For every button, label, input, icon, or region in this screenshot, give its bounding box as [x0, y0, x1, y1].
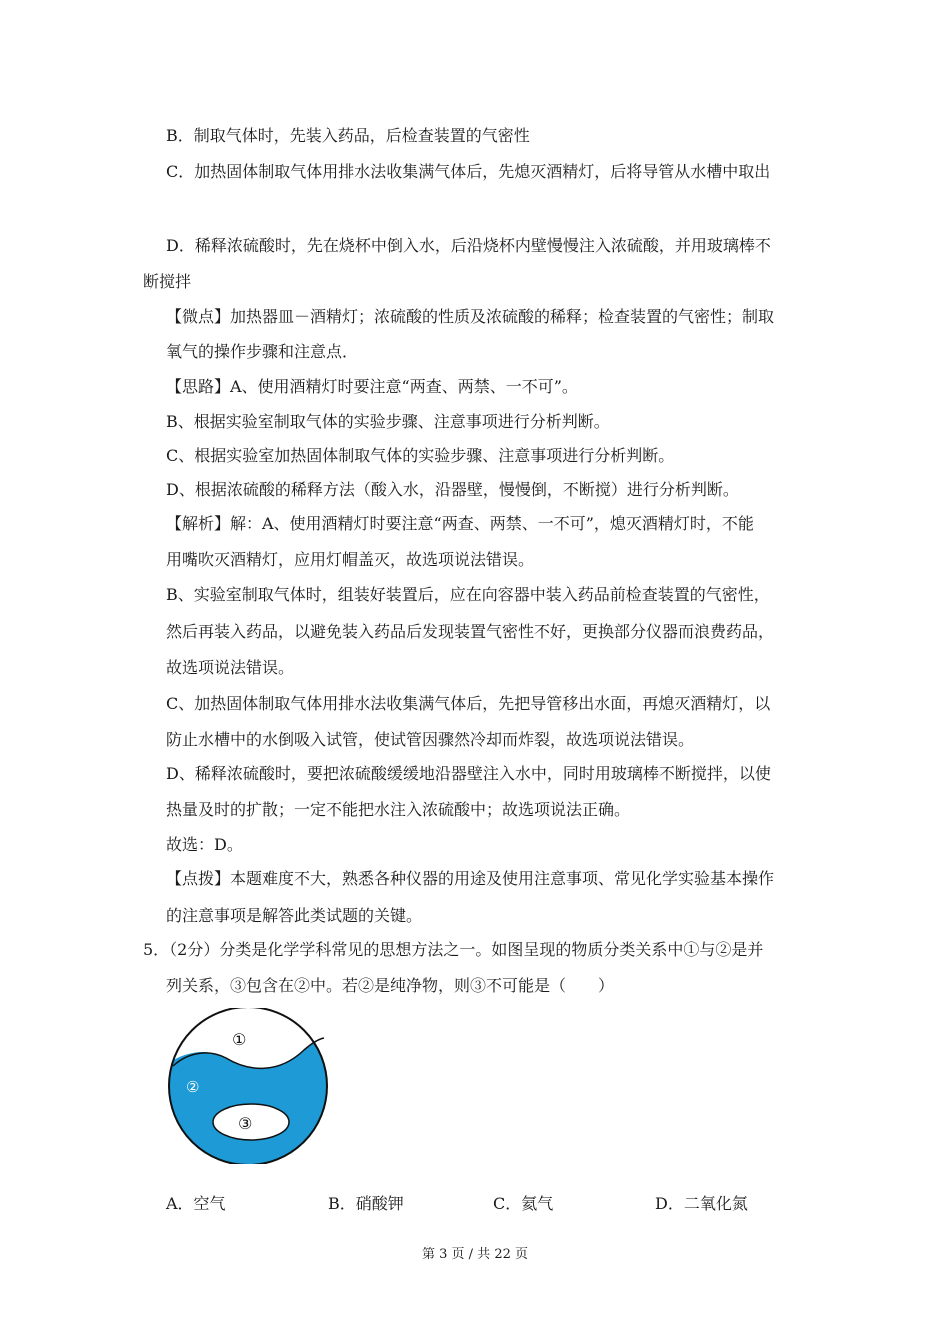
- classification-diagram: [164, 1008, 332, 1164]
- approach-line3: C、根据实验室加热固体制取气体的实验步骤、注意事项进行分析判断。: [166, 446, 675, 465]
- option-c: C．氦气: [493, 1194, 554, 1213]
- analysis-line6: C、加热固体制取气体用排水法收集满气体后，先把导管移出水面，再熄灭酒精灯，以: [166, 694, 771, 713]
- tip-line2: 的注意事项是解答此类试题的关键。: [166, 906, 423, 925]
- analysis-line8: D、稀释浓硫酸时，要把浓硫酸缓缓地沿器壁注入水中，同时用玻璃棒不断搅拌，以使: [166, 764, 771, 783]
- approach-line4: D、根据浓硫酸的稀释方法（酸入水，沿器壁，慢慢倒，不断搅）进行分析判断。: [166, 480, 739, 499]
- option-b: B．硝酸钾: [328, 1194, 404, 1213]
- knowledge-point-line2: 氧气的操作步骤和注意点．: [166, 342, 359, 361]
- question5-line2: 列关系，③包含在②中。若②是纯净物，则③不可能是（ ）: [166, 976, 615, 995]
- knowledge-point-line1: 【微点】加热器皿－酒精灯；浓硫酸的性质及浓硫酸的稀释；检查装置的气密性；制取: [166, 307, 775, 326]
- option-d-text-line1: D．稀释浓硫酸时，先在烧杯中倒入水，后沿烧杯内壁慢慢注入浓硫酸，并用玻璃棒不: [166, 236, 771, 255]
- option-b-text: B．制取气体时，先装入药品，后检查装置的气密性: [166, 126, 530, 145]
- page-footer: 第 3 页 / 共 22 页: [422, 1247, 528, 1262]
- answer-line: 故选：D。: [166, 835, 243, 854]
- option-c-text: C．加热固体制取气体用排水法收集满气体后，先熄灭酒精灯，后将导管从水槽中取出: [166, 162, 771, 181]
- label-region-2: ②: [186, 1078, 200, 1096]
- analysis-line1: 【解析】解：A、使用酒精灯时要注意“两查、两禁、一不可”，熄灭酒精灯时，不能: [166, 514, 754, 533]
- option-d-text-line2: 断搅拌: [143, 272, 192, 291]
- option-d: D．二氧化氮: [655, 1194, 748, 1213]
- approach-line1: 【思路】A、使用酒精灯时要注意“两查、两禁、一不可”。: [166, 377, 578, 396]
- analysis-line4: 然后再装入药品，以避免装入药品后发现装置气密性不好，更换部分仪器而浪费药品，: [166, 622, 775, 641]
- analysis-line9: 热量及时的扩散；一定不能把水注入浓硫酸中；故选项说法正确。: [166, 800, 631, 819]
- option-a: A．空气: [166, 1194, 226, 1213]
- analysis-line3: B、实验室制取气体时，组装好装置后，应在向容器中装入药品前检查装置的气密性，: [166, 585, 770, 604]
- tip-line1: 【点拨】本题难度不大，熟悉各种仪器的用途及使用注意事项、常见化学实验基本操作: [166, 869, 775, 888]
- label-region-3: ③: [238, 1114, 253, 1133]
- analysis-line5: 故选项说法错误。: [166, 658, 295, 677]
- label-region-1: ①: [232, 1030, 247, 1049]
- analysis-line7: 防止水槽中的水倒吸入试管，使试管因骤然冷却而炸裂，故选项说法错误。: [166, 730, 695, 749]
- analysis-line2: 用嘴吹灭酒精灯，应用灯帽盖灭，故选项说法错误。: [166, 550, 535, 569]
- question5-line1: 5．（2分）分类是化学学科常见的思想方法之一。如图呈现的物质分类关系中①与②是并: [143, 940, 764, 959]
- approach-line2: B、根据实验室制取气体的实验步骤、注意事项进行分析判断。: [166, 412, 610, 431]
